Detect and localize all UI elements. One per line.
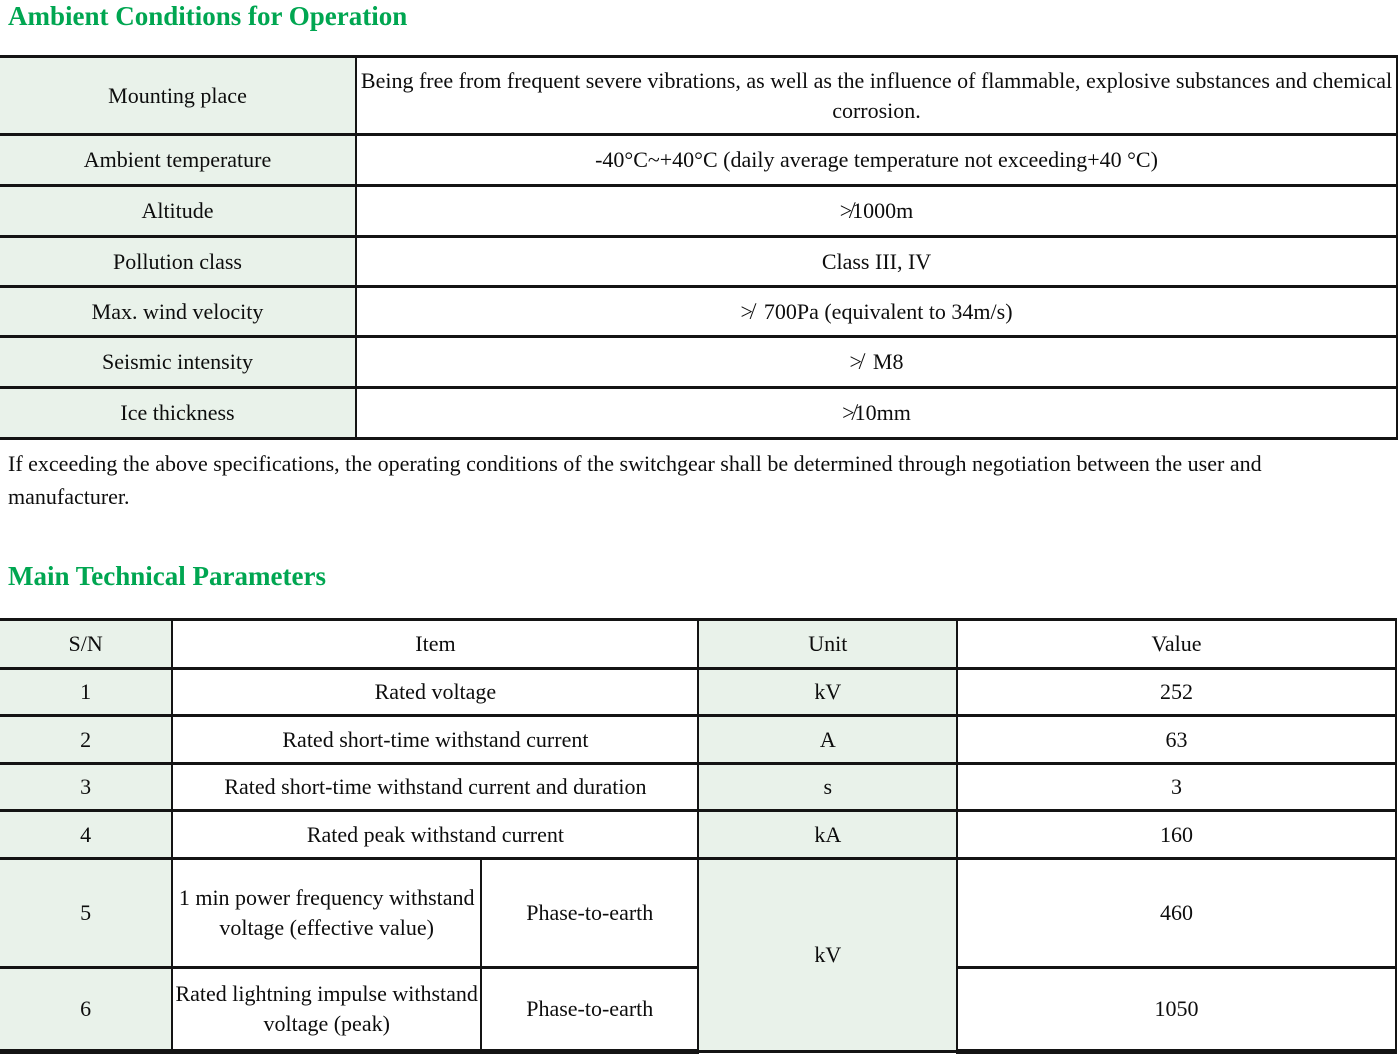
cell-sn: 5 <box>0 859 172 968</box>
cell-sn: 6 <box>0 968 172 1052</box>
cell-item: 1 min power frequency withstand voltage (effective value) <box>172 859 481 968</box>
cell-unit: kV <box>698 669 957 716</box>
table-row <box>0 764 1396 811</box>
row-label: Mounting place <box>0 57 356 135</box>
col-header-item: Item <box>172 620 698 669</box>
row-value: -40°C~+40°C (daily average temperature not exceeding+40 °C) <box>356 135 1397 186</box>
ambient-conditions-heading: Ambient Conditions for Operation <box>8 1 408 31</box>
table-row <box>0 388 1397 439</box>
table-row <box>0 669 1396 716</box>
cell-value: 160 <box>957 811 1396 859</box>
table-row <box>0 716 1396 764</box>
main-technical-parameters-heading: Main Technical Parameters <box>8 561 326 591</box>
cell-unit: s <box>698 764 957 811</box>
table-row <box>0 811 1396 859</box>
cell-item: Rated peak withstand current <box>172 811 698 859</box>
table-row <box>0 237 1397 287</box>
table-row <box>0 57 1397 135</box>
cell-item: Rated short-time withstand current <box>172 716 698 764</box>
cell-item: Rated voltage <box>172 669 698 716</box>
row-value: ≯1000m <box>356 186 1397 237</box>
row-value: ≯ M8 <box>356 337 1397 388</box>
cell-sn: 4 <box>0 811 172 859</box>
table-row <box>0 135 1397 186</box>
main-technical-parameters-table <box>0 618 1397 1054</box>
row-label: Seismic intensity <box>0 337 356 388</box>
cell-item: Rated short-time withstand current and duration <box>172 764 698 811</box>
table-row <box>0 968 1396 1052</box>
col-header-sn: S/N <box>0 620 172 669</box>
row-label: Max. wind velocity <box>0 287 356 337</box>
row-label: Pollution class <box>0 237 356 287</box>
cell-value: 252 <box>957 669 1396 716</box>
cell-unit: kA <box>698 811 957 859</box>
row-label: Ice thickness <box>0 388 356 439</box>
table-row <box>0 337 1397 388</box>
cell-condition: Phase-to-earth <box>481 968 698 1052</box>
cell-sn: 3 <box>0 764 172 811</box>
row-label: Altitude <box>0 186 356 237</box>
cell-item: Rated lightning impulse withstand voltage (peak) <box>172 968 481 1052</box>
cell-sn: 2 <box>0 716 172 764</box>
cell-sn: 1 <box>0 669 172 716</box>
cell-value: 460 <box>957 859 1396 968</box>
table-row <box>0 186 1397 237</box>
table-header-row <box>0 620 1396 669</box>
cell-condition: Phase-to-earth <box>481 859 698 968</box>
cell-value: 3 <box>957 764 1396 811</box>
table-row <box>0 287 1397 337</box>
cell-unit-merged: kV <box>698 859 957 1052</box>
row-label: Ambient temperature <box>0 135 356 186</box>
cell-value: 1050 <box>957 968 1396 1052</box>
table-row <box>0 859 1396 968</box>
exceeding-specifications-note: If exceeding the above specifications, the operating conditions of the switchgear shall be determined through negotiation between the user and manufacturer. <box>8 451 1262 509</box>
cell-value: 63 <box>957 716 1396 764</box>
row-value: Being free from frequent severe vibrations, as well as the influence of flammable, explosive substances and chemical corrosion. <box>356 57 1397 135</box>
row-value: Class III, IV <box>356 237 1397 287</box>
row-value: ≯10mm <box>356 388 1397 439</box>
row-value: ≯ 700Pa (equivalent to 34m/s) <box>356 287 1397 337</box>
ambient-conditions-table <box>0 55 1398 440</box>
cell-unit: A <box>698 716 957 764</box>
col-header-unit: Unit <box>698 620 957 669</box>
col-header-value: Value <box>957 620 1396 669</box>
